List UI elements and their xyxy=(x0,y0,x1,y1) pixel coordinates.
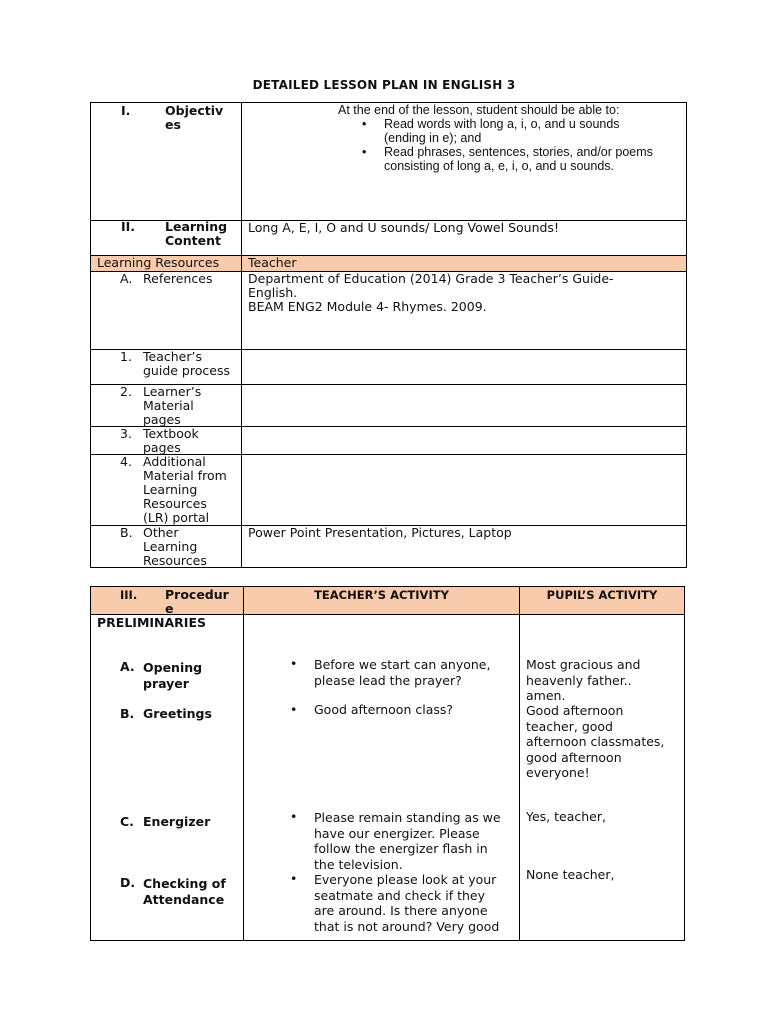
textbook-value xyxy=(242,427,686,435)
document-title: DETAILED LESSON PLAN IN ENGLISH 3 xyxy=(252,78,516,92)
teachers-guide-value xyxy=(242,350,686,358)
pupil-activity-header: PUPIL’S ACTIVITY xyxy=(546,588,658,602)
step-letter: A. xyxy=(120,659,135,674)
teachers-guide-label: Teacher’s guide process xyxy=(143,349,230,378)
step-opening-prayer: Opening prayer xyxy=(143,660,203,691)
learning-resources-row xyxy=(91,256,687,272)
bullet-icon: • xyxy=(362,117,367,131)
step-energizer: Energizer xyxy=(143,814,211,829)
references-letter: A. xyxy=(120,271,133,286)
procedure-label: Procedur e xyxy=(165,587,229,616)
teachers-guide-row xyxy=(91,350,687,385)
learning-content-row xyxy=(91,221,687,256)
procedure-numeral: III. xyxy=(120,588,138,602)
learners-material-label: Learner’s Material pages xyxy=(143,384,202,427)
references-label: References xyxy=(143,271,213,286)
procedure-header-row xyxy=(91,587,685,615)
step-greetings: Greetings xyxy=(143,706,212,721)
additional-material-value xyxy=(242,455,686,463)
procedure-table xyxy=(90,586,685,941)
other-resources-value: Power Point Presentation, Pictures, Laptop xyxy=(248,525,512,540)
item-number: 2. xyxy=(120,384,132,399)
textbook-row xyxy=(91,427,687,455)
bullet-icon: • xyxy=(290,702,298,717)
objectives-intro: At the end of the lesson, student should be able to: xyxy=(338,103,620,117)
pupil-activity-item: Good afternoon teacher, good afternoon classmates, good afternoon everyone! xyxy=(526,703,665,780)
textbook-label: Textbook pages xyxy=(143,426,199,455)
objectives-row xyxy=(91,103,687,221)
procedure-body-row: PRELIMINARIES A. Opening prayer B. Greetings C. Energizer D. Checking of Attendance • Before we start can anyone, please lead the prayer? • Good afternoon class? • Please remain standing as we have our energizer. Please follow the energizer flash in the television. • Everyone please look at your seatmate and check if they are around. Is there anyone that is not around? Very good Most gracious and heavenly father.. amen. Good afternoon teacher, good afternoon classmates, good afternoon everyone! Yes, teacher, None teacher, xyxy=(91,615,685,941)
pupil-activity-item: Yes, teacher, xyxy=(526,809,606,824)
bullet-icon: • xyxy=(290,656,298,671)
bullet-icon: • xyxy=(362,145,367,159)
step-letter: C. xyxy=(120,814,134,829)
additional-material-label: Additional Material from Learning Resources (LR) portal xyxy=(143,454,227,525)
other-resources-letter: B. xyxy=(120,525,133,540)
other-resources-row xyxy=(91,526,687,568)
objective-item: • Read phrases, sentences, stories, and/or poems consisting of long a, e, i, o, and u sounds. xyxy=(362,145,653,173)
additional-material-row xyxy=(91,455,687,526)
learning-resources-label: Learning Resources xyxy=(97,255,220,270)
objectives-list xyxy=(242,117,686,173)
pupil-activity-item: Most gracious and heavenly father.. amen. xyxy=(526,657,641,703)
learning-content-value: Long A, E, I, O and U sounds/ Long Vowel Sounds! xyxy=(248,220,559,235)
references-value: Department of Education (2014) Grade 3 Teacher’s Guide- English. BEAM ENG2 Module 4- Rhymes. 2009. xyxy=(248,271,614,314)
step-letter: B. xyxy=(120,706,135,721)
teacher-activity-header: TEACHER’S ACTIVITY xyxy=(314,588,449,602)
other-resources-label: Other Learning Resources xyxy=(143,525,207,568)
learners-material-value xyxy=(242,385,686,393)
bullet-icon: • xyxy=(290,871,298,886)
learning-resources-value: Teacher xyxy=(248,255,297,270)
objectives-numeral: I. xyxy=(121,103,131,118)
lesson-plan-table xyxy=(90,102,687,568)
objective-item: • Read words with long a, i, o, and u sounds (ending in e); and xyxy=(362,117,620,145)
preliminaries-heading: PRELIMINARIES xyxy=(97,615,206,630)
learning-content-label: Learning Content xyxy=(165,219,228,248)
item-number: 4. xyxy=(120,454,132,469)
item-number: 3. xyxy=(120,426,132,441)
learning-content-numeral: II. xyxy=(121,219,136,234)
step-checking-attendance: Checking of Attendance xyxy=(143,876,226,907)
objectives-label: Objectiv es xyxy=(165,103,224,132)
references-row xyxy=(91,272,687,350)
bullet-icon: • xyxy=(290,809,298,824)
step-letter: D. xyxy=(120,875,136,890)
item-number: 1. xyxy=(120,349,132,364)
learners-material-row xyxy=(91,385,687,427)
pupil-activity-item: None teacher, xyxy=(526,867,615,882)
